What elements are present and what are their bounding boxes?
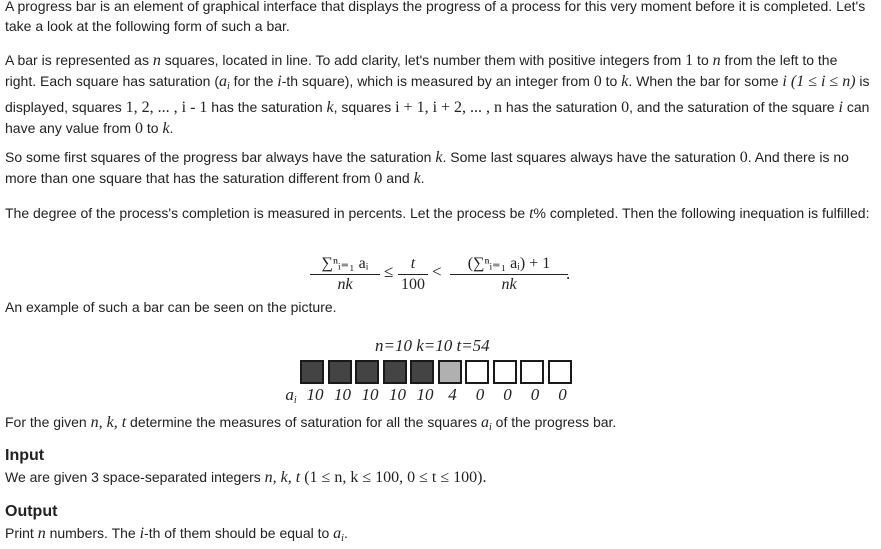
text: . xyxy=(420,170,425,186)
condition: (1 ≤ i ≤ n) xyxy=(786,73,856,90)
saturation-value: 10 xyxy=(306,385,324,404)
middle-denominator: 100 xyxy=(401,276,425,293)
text: can have any value from xyxy=(5,99,870,136)
input-heading: Input xyxy=(5,447,45,464)
progress-square xyxy=(383,360,407,384)
vars: n, k, t xyxy=(90,414,127,431)
text: and xyxy=(382,170,414,186)
intro-paragraph xyxy=(5,0,871,36)
bar-definition-paragraph xyxy=(5,50,871,139)
saturation-value: 0 xyxy=(503,385,512,404)
var-n: n xyxy=(712,52,721,69)
var-t: t xyxy=(529,205,534,222)
left-denominator: nk xyxy=(337,276,353,293)
num-0: 0 xyxy=(134,120,143,137)
text: . xyxy=(343,525,348,541)
vars: n, k, t xyxy=(264,469,301,486)
constraints: (1 ≤ n, k ≤ 100, 0 ≤ t ≤ 100). xyxy=(300,469,487,486)
fraction-bar xyxy=(310,274,380,275)
output-heading: Output xyxy=(5,503,58,520)
progress-square xyxy=(410,360,434,384)
saturation-value: 0 xyxy=(475,385,485,404)
task-paragraph xyxy=(5,412,871,438)
progress-square xyxy=(520,360,544,384)
var-a: a xyxy=(481,414,490,431)
left-numerator: ∑ⁿᵢ₌₁ aᵢ xyxy=(321,255,369,272)
fraction-bar xyxy=(450,274,568,275)
var-a: a xyxy=(219,73,228,90)
var-k: k xyxy=(162,120,170,137)
text: -th of them should be equal to xyxy=(144,525,334,541)
inequality-formula xyxy=(300,250,580,300)
progress-square xyxy=(300,360,324,384)
saturation-value: 10 xyxy=(334,385,351,404)
lt-sign: < xyxy=(432,262,442,281)
num-0: 0 xyxy=(374,170,383,187)
text: The degree of the process's completion is measured in percents. Let the process be xyxy=(5,205,530,221)
num-0: 0 xyxy=(593,73,602,90)
text: . xyxy=(169,120,174,136)
text: squares, located in line. To add clarity, let's number them with positive integers from xyxy=(160,52,686,68)
text: So some first squares of the progress bar always have the saturation xyxy=(5,149,436,165)
leq-sign: ≤ xyxy=(384,262,394,281)
num-1: 1 xyxy=(685,52,694,69)
left-fraction xyxy=(310,255,380,294)
intro-text: A progress bar is an element of graphical interface that displays the progress of a process for this very moment before it is completed. Let's take a look at the following form of such a bar. xyxy=(5,0,866,34)
text: Print xyxy=(5,525,38,541)
saturation-value: 4 xyxy=(448,385,457,404)
text: to xyxy=(142,120,163,136)
right-numerator: (∑ⁿᵢ₌₁ aᵢ) + 1 xyxy=(467,255,551,272)
picture-intro xyxy=(5,297,871,317)
var-n: n xyxy=(152,52,161,69)
fraction-bar xyxy=(398,274,428,275)
saturation-value: 0 xyxy=(530,385,540,404)
text: has the saturation xyxy=(502,99,622,115)
middle-fraction xyxy=(398,255,428,294)
var-i: i xyxy=(139,525,145,542)
var-k: k xyxy=(413,170,421,187)
text: of the progress bar. xyxy=(491,414,617,430)
output-text xyxy=(5,523,871,549)
text: A bar is represented as xyxy=(5,52,153,68)
text: . And there is no more than one square that has the saturation different from xyxy=(5,149,849,186)
progress-square xyxy=(355,360,379,384)
var-a: a xyxy=(285,385,294,404)
text: from the left to the right. Each square has saturation ( xyxy=(5,52,838,89)
progress-square xyxy=(465,360,489,384)
sub-i: i xyxy=(293,395,297,406)
text: . Some last squares always have the saturation xyxy=(442,149,740,165)
completion-paragraph xyxy=(5,203,871,224)
num-0: 0 xyxy=(739,149,748,166)
text: has the saturation xyxy=(207,99,327,115)
sub-i: i xyxy=(341,533,344,544)
var-i: i xyxy=(782,73,787,90)
text: , and the saturation of the square xyxy=(629,99,839,115)
right-fraction xyxy=(450,255,571,294)
text: determine the measures of saturation for all the squares xyxy=(126,414,482,430)
text: to xyxy=(693,52,713,68)
progress-square xyxy=(438,360,462,384)
num-0: 0 xyxy=(621,99,630,116)
input-text xyxy=(5,467,871,488)
saturation-value: 10 xyxy=(361,385,379,404)
text: numbers. The xyxy=(45,525,140,541)
var-i: i xyxy=(277,73,282,90)
text: We are given 3 space-separated integers xyxy=(5,469,265,485)
sequence: i + 1, i + 2, ... , n xyxy=(395,99,503,116)
text: -th square), which is measured by an integer from xyxy=(281,73,594,89)
formula-period: . xyxy=(566,264,571,283)
var-n: n xyxy=(37,525,46,542)
progress-square xyxy=(548,360,572,384)
saturation-value: 0 xyxy=(558,385,567,404)
sub-i: i xyxy=(489,422,492,433)
text: An example of such a bar can be seen on the picture. xyxy=(5,299,337,315)
middle-numerator: t xyxy=(410,255,416,272)
progress-square xyxy=(493,360,517,384)
var-k: k xyxy=(435,149,443,166)
var-k: k xyxy=(326,99,334,116)
text: For the given xyxy=(5,414,91,430)
progress-square xyxy=(328,360,352,384)
sequence: 1, 2, ... , i - 1 xyxy=(125,99,208,116)
saturation-paragraph xyxy=(5,147,871,189)
var-k: k xyxy=(621,73,629,90)
row-label xyxy=(282,385,300,406)
saturation-value: 10 xyxy=(389,385,406,404)
text: is displayed, squares xyxy=(5,73,870,115)
right-denominator: nk xyxy=(501,276,517,293)
sub-i: i xyxy=(227,81,230,92)
text: to xyxy=(601,73,622,89)
figure-caption: n=10 k=10 t=54 xyxy=(375,336,490,355)
saturation-value: 10 xyxy=(416,385,434,404)
var-i: i xyxy=(838,99,843,116)
text: , squares xyxy=(333,99,396,115)
text: % completed. Then the following inequation is fulfilled: xyxy=(533,205,870,221)
text: for the xyxy=(229,73,278,89)
text: . When the bar for some xyxy=(628,73,783,89)
var-a: a xyxy=(333,525,342,542)
